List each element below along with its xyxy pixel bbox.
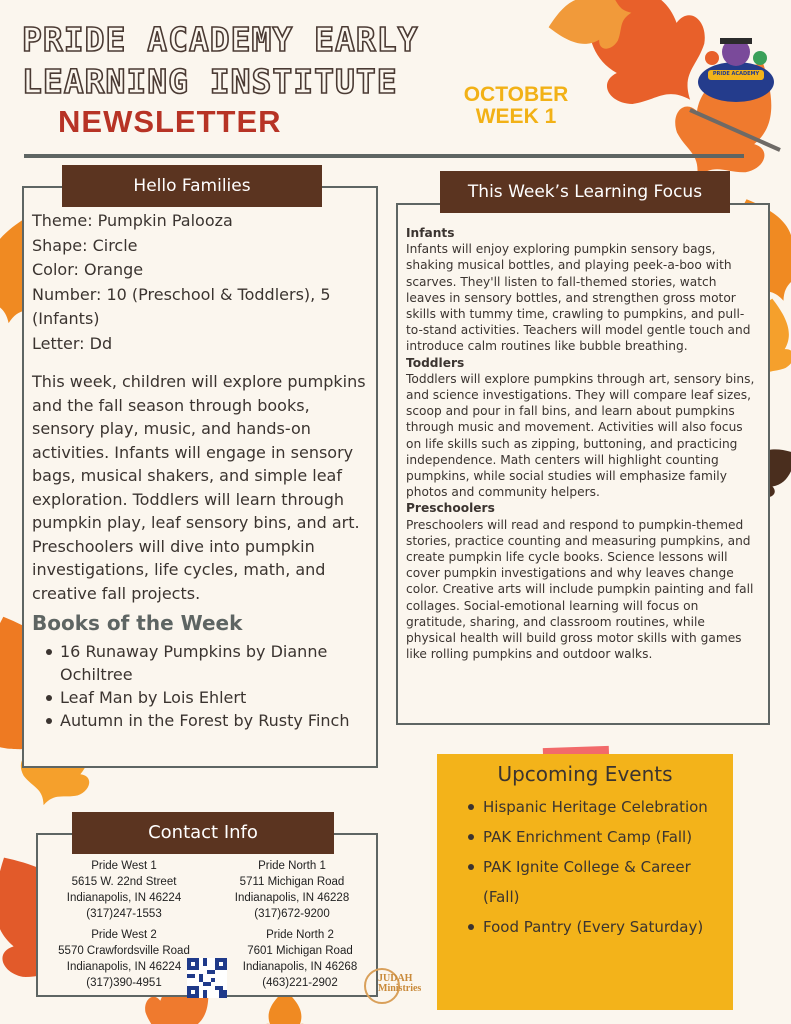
hello-body-text: This week, children will explore pumpkins and the fall season through books, sensory play, music, and hands-on activities. Infants will engage in sensory bags, musical shakers, and simple leaf exploration. Toddlers will learn through pumpkin play, leaf sensory bins, and art. Preschoolers will dive into pumpkin investigations, life cycles, math, and creative fall projects. — [32, 372, 366, 603]
hello-families-heading: Hello Families — [133, 176, 251, 196]
book-item: Autumn in the Forest by Rusty Finch — [40, 709, 375, 732]
newsletter-heading: NEWSLETTER — [58, 104, 282, 139]
location-pride-north-1 — [214, 858, 370, 922]
book-item: Leaf Man by Lois Ehlert — [40, 686, 375, 709]
preschoolers-heading: Preschoolers — [406, 501, 495, 516]
location-city: Indianapolis, IN 46224 — [66, 961, 182, 973]
location-pride-north-2 — [226, 927, 374, 991]
events-list — [463, 792, 729, 942]
color-line: Color: Orange — [32, 260, 144, 279]
location-street: 5570 Crawfordsville Road — [58, 945, 190, 957]
location-name: Pride West 1 — [91, 860, 157, 872]
toddlers-text: Toddlers will explore pumpkins through art, sensory bins, and science investigations. They will compare leaf sizes, scoop and pour in fall bins, and learn about pumpkins through music and movement. Activities will also focus on life skills such as zipping, buttoning, and practicing independence. Math centers will highlight counting pumpkins, while social studies will emphasize family photos and community helpers. — [406, 371, 755, 500]
events-heading: Upcoming Events — [497, 762, 673, 786]
book-item: 16 Runaway Pumpkins by Dianne Ochiltree — [40, 640, 375, 686]
theme-line: Theme: Pumpkin Palooza — [32, 211, 233, 230]
location-phone: (317)672-9200 — [254, 908, 330, 920]
event-item: PAK Enrichment Camp (Fall) — [463, 822, 729, 852]
infants-text: Infants will enjoy exploring pumpkin sensory bags, shaking musical bottles, and playing peek-a-boo with scarves. They'll listen to fall-themed stories, watch leaves in sensory bottles, and strengthen gross motor skills with tummy time, crawling to pumpkins, and pull-to-stand activities. Teachers will model gentle touch and introduce calm routines like bubble breathing. — [406, 242, 751, 354]
toddlers-heading: Toddlers — [406, 355, 465, 370]
event-item: Hispanic Heritage Celebration — [463, 792, 729, 822]
weekly-details — [32, 209, 372, 356]
learning-focus-heading: This Week’s Learning Focus — [467, 182, 703, 202]
number-line: Number: 10 (Preschool & Toddlers), 5 (Infants) — [32, 284, 331, 328]
books-list — [40, 640, 375, 732]
books-heading: Books of the Week — [32, 611, 243, 635]
title-line-2: LEARNING INSTITUTE — [22, 62, 398, 101]
location-street: 5711 Michigan Road — [239, 876, 345, 888]
learning-focus-tab — [440, 171, 730, 213]
location-street: 7601 Michigan Road — [247, 945, 353, 957]
month-label: OCTOBER — [463, 83, 569, 106]
hello-families-tab — [62, 165, 322, 207]
location-name: Pride North 1 — [258, 860, 326, 872]
location-city: Indianapolis, IN 46268 — [242, 961, 358, 973]
judah-ministries-logo — [364, 968, 436, 1004]
location-city: Indianapolis, IN 46224 — [66, 892, 182, 904]
location-pride-west-1 — [44, 858, 204, 922]
location-street: 5615 W. 22nd Street — [71, 876, 177, 888]
qr-code[interactable] — [187, 958, 227, 998]
location-pride-west-2 — [44, 927, 204, 991]
sponsor-logo-text: JUDAH Ministries — [378, 973, 422, 994]
location-name: Pride West 2 — [91, 929, 157, 941]
infants-heading: Infants — [406, 226, 455, 240]
letter-line: Letter: Dd — [32, 333, 113, 353]
event-item: Food Pantry (Every Saturday) — [463, 912, 729, 942]
academy-logo — [690, 30, 782, 108]
location-city: Indianapolis, IN 46228 — [234, 892, 350, 904]
location-name: Pride North 2 — [266, 929, 334, 941]
contact-info-tab — [72, 812, 334, 854]
preschoolers-text: Preschoolers will read and respond to pumpkin-themed stories, practice counting and measuring pumpkins, and create pumpkin life cycle books. Science lessons will cover pumpkin investigations and why leaves change color. Creative arts will include pumpkin painting and fall collages. Social-emotional learning will focus on gratitude, sharing, and classroom routines, while physical health will build gross motor skills with games like rolling pumpkins and outdoor walks. — [406, 517, 754, 662]
contact-info-heading: Contact Info — [148, 822, 258, 843]
location-phone: (317)247-1553 — [86, 908, 162, 920]
upcoming-events-card — [437, 754, 733, 1010]
title-line-1: PRIDE ACADEMY EARLY — [22, 20, 419, 59]
issue-date — [455, 84, 577, 128]
shape-line: Shape: Circle — [32, 235, 138, 255]
location-phone: (463)221-2902 — [262, 977, 338, 989]
event-item: PAK Ignite College & Career (Fall) — [463, 852, 729, 912]
week-label: WEEK 1 — [475, 105, 557, 128]
header-divider — [24, 154, 744, 158]
location-phone: (317)390-4951 — [86, 977, 162, 989]
learning-focus-text — [406, 225, 756, 662]
logo-text: PRIDE ACADEMY — [712, 71, 760, 77]
